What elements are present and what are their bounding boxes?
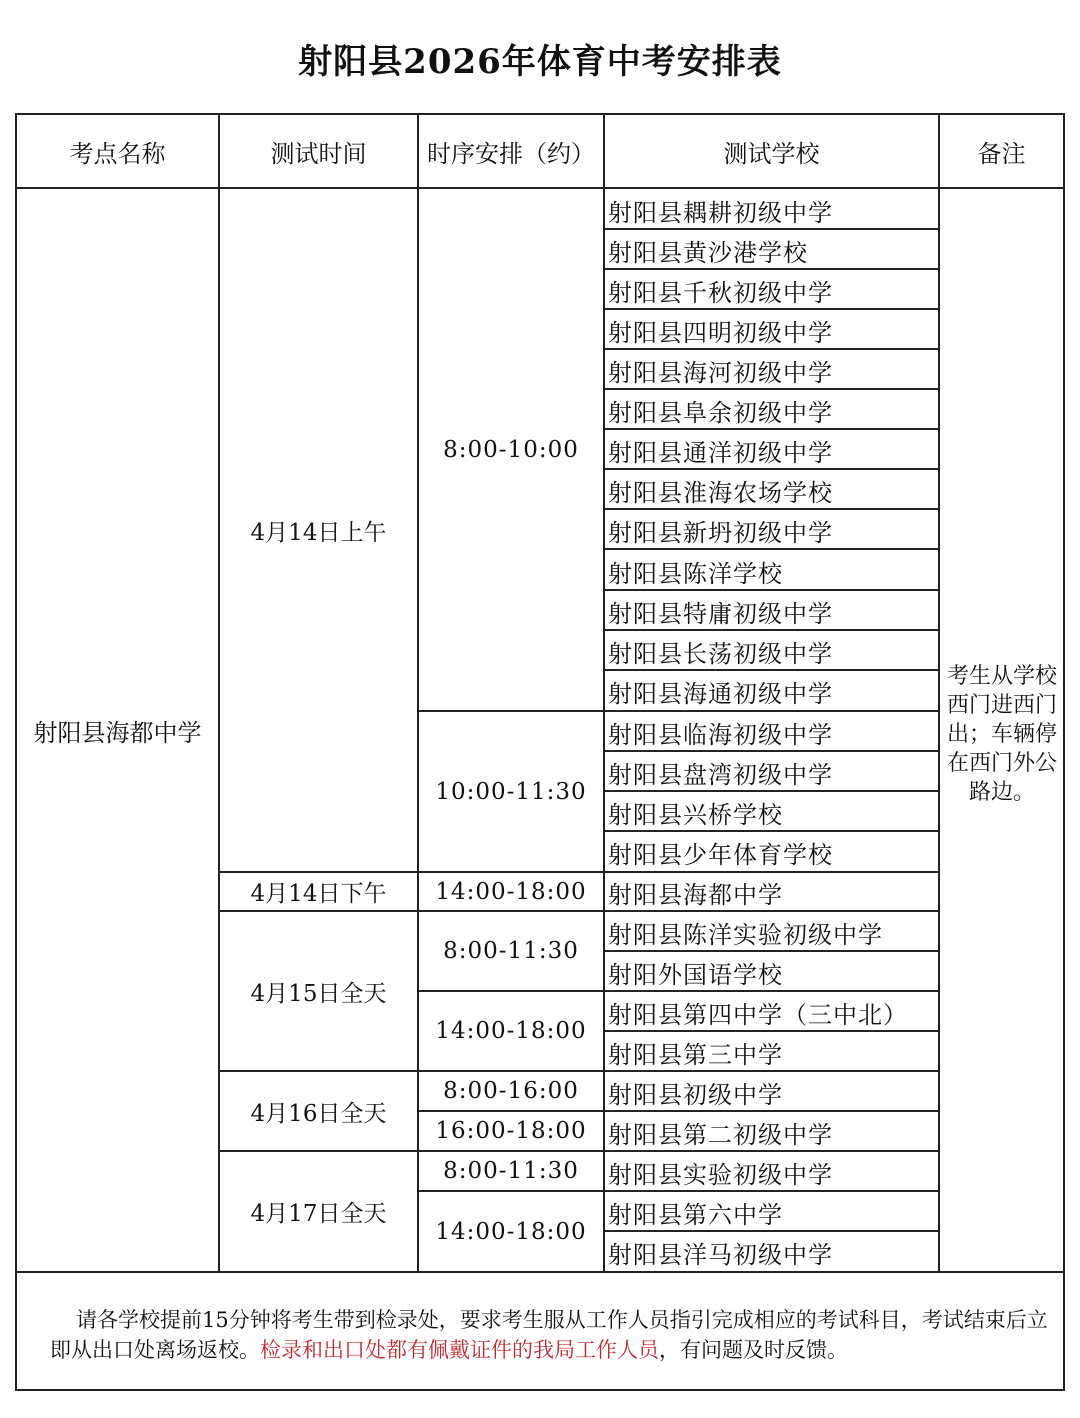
school-cell: 射阳县初级中学: [608, 1080, 783, 1109]
school-cell: 射阳县耦耕初级中学: [608, 198, 833, 227]
slot-cell: 8:00-11:30: [443, 938, 579, 964]
header-site: 考点名称: [69, 139, 166, 168]
school-cell: 射阳县阜余初级中学: [608, 398, 833, 427]
school-cell: 射阳县临海初级中学: [608, 720, 833, 749]
col-divider: [603, 113, 605, 1273]
slot-cell: 8:00-11:30: [443, 1158, 579, 1184]
date-cell: 4月16日全天: [250, 1100, 387, 1127]
school-cell: 射阳县第四中学（三中北）: [608, 1000, 908, 1029]
slot-cell: 8:00-16:00: [443, 1078, 579, 1104]
footer-highlight: 检录和出口处都有佩戴证件的我局工作人员: [260, 1338, 659, 1362]
school-cell: 射阳县盘湾初级中学: [608, 760, 833, 789]
site-name: 射阳县海都中学: [33, 718, 202, 747]
page-title: 射阳县2026年体育中考安排表: [298, 42, 782, 82]
school-cell: 射阳县新坍初级中学: [608, 518, 833, 547]
date-cell: 4月15日全天: [250, 980, 387, 1007]
school-cell: 射阳县通洋初级中学: [608, 438, 833, 467]
date-cell: 4月14日下午: [250, 881, 387, 907]
school-cell: 射阳县实验初级中学: [608, 1160, 833, 1189]
slot-cell: 14:00-18:00: [435, 1018, 587, 1044]
school-cell: 射阳县第三中学: [608, 1040, 783, 1069]
school-cell: 射阳县洋马初级中学: [608, 1240, 833, 1269]
header-slot: 时序安排（约）: [427, 139, 595, 168]
school-cell: 射阳县黄沙港学校: [608, 238, 808, 267]
school-cell: 射阳县海河初级中学: [608, 358, 833, 387]
date-cell: 4月14日上午: [250, 519, 387, 546]
slot-cell: 14:00-18:00: [435, 1218, 587, 1245]
date-cell: 4月17日全天: [250, 1201, 387, 1227]
school-cell: 射阳县第六中学: [608, 1200, 783, 1229]
footer-text-end: ，有问题及时反馈。: [659, 1338, 848, 1362]
col-divider: [938, 113, 940, 1273]
school-cell: 射阳县兴桥学校: [608, 800, 783, 829]
footer-text: 请各学校提前15分钟将考生带到检录处，要求考生服从工作人员指引完成相应的考试科目，考试结束后立即从出口处离场返校。: [50, 1308, 1048, 1362]
slot-cell: 10:00-11:30: [435, 778, 587, 805]
header-date: 测试时间: [270, 139, 367, 168]
school-cell: 射阳县海都中学: [608, 880, 783, 909]
school-cell: 射阳县少年体育学校: [608, 840, 833, 869]
school-cell: 射阳县长荡初级中学: [608, 639, 833, 668]
school-cell: 射阳县陈洋实验初级中学: [608, 920, 883, 949]
school-cell: 射阳外国语学校: [608, 960, 783, 989]
slot-cell: 16:00-18:00: [435, 1118, 587, 1144]
slot-cell: 14:00-18:00: [435, 878, 587, 905]
school-cell: 射阳县陈洋学校: [608, 559, 783, 588]
school-cell: 射阳县特庸初级中学: [608, 599, 833, 628]
remark-note: 考生从学校西门进西门出；车辆停在西门外公路边。: [946, 664, 1057, 805]
header-school: 测试学校: [723, 139, 820, 168]
header-note: 备注: [977, 139, 1026, 168]
slot-cell: 8:00-10:00: [443, 436, 579, 463]
school-cell: 射阳县四明初级中学: [608, 318, 833, 347]
school-cell: 射阳县海通初级中学: [608, 679, 833, 708]
school-cell: 射阳县淮海农场学校: [608, 478, 833, 507]
footer-notice: [50, 1305, 1060, 1365]
school-cell: 射阳县第二初级中学: [608, 1120, 833, 1149]
school-cell: 射阳县千秋初级中学: [608, 278, 833, 307]
